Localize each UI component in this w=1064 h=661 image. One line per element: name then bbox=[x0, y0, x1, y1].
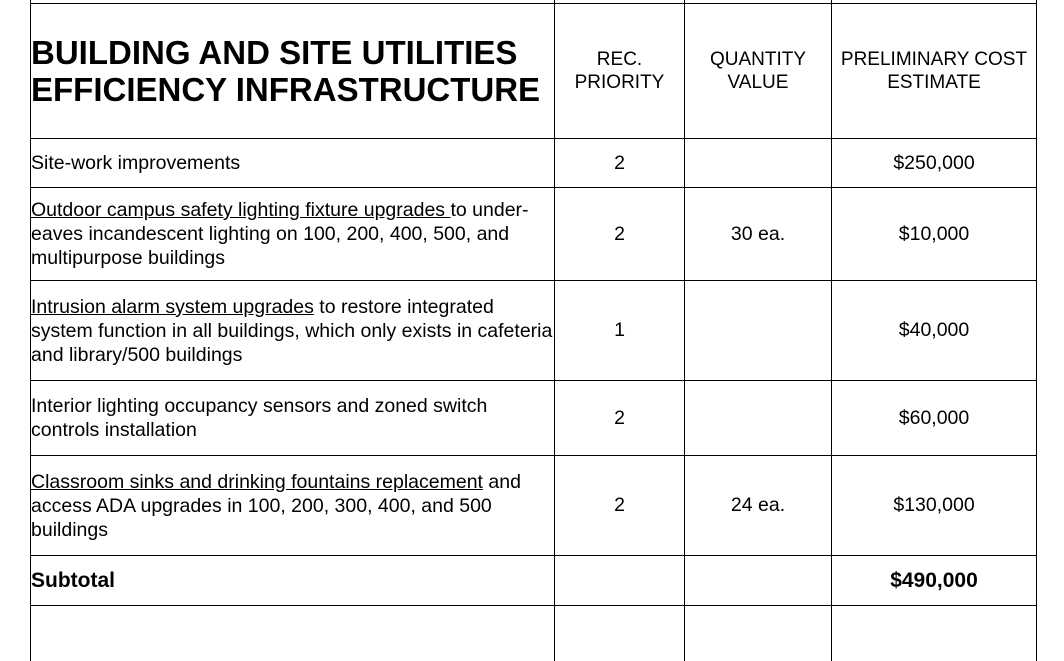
table-row bbox=[31, 188, 1037, 281]
table-row bbox=[31, 281, 1037, 381]
item-text: and access ADA upgrades in 100, 200, 300, 400, and 500 buildings bbox=[31, 470, 521, 541]
item-text: to under-eaves incandescent lighting on 100, 200, 400, 500, and multipurpose buildings bbox=[31, 199, 529, 269]
item-quantity: 24 ea. bbox=[685, 456, 832, 556]
subtotal-cost: $490,000 bbox=[832, 556, 1037, 606]
item-priority: 2 bbox=[555, 188, 685, 281]
item-quantity bbox=[685, 381, 832, 456]
item-cost: $40,000 bbox=[832, 281, 1037, 381]
item-link[interactable]: Outdoor campus safety lighting fixture upgrades bbox=[31, 199, 451, 221]
column-header-priority: REC. PRIORITY bbox=[555, 4, 685, 139]
empty-row bbox=[31, 606, 1037, 661]
item-link[interactable]: Classroom sinks and drinking fountains replacement bbox=[31, 470, 483, 493]
item-priority: 2 bbox=[555, 139, 685, 188]
item-cost: $130,000 bbox=[832, 456, 1037, 556]
table-row bbox=[31, 381, 1037, 456]
item-description bbox=[31, 456, 555, 556]
subtotal-priority bbox=[555, 556, 685, 606]
item-text: Site-work improvements bbox=[31, 152, 241, 174]
item-priority: 2 bbox=[555, 381, 685, 456]
subtotal-label: Subtotal bbox=[31, 556, 555, 606]
item-cost: $60,000 bbox=[832, 381, 1037, 456]
item-link[interactable]: Intrusion alarm system upgrades bbox=[31, 295, 314, 318]
column-header-quantity: QUANTITY VALUE bbox=[685, 4, 832, 139]
header-row bbox=[31, 4, 1037, 139]
item-quantity bbox=[685, 139, 832, 188]
item-description bbox=[31, 281, 555, 381]
item-description bbox=[31, 381, 555, 456]
item-quantity: 30 ea. bbox=[685, 188, 832, 281]
table-row bbox=[31, 139, 1037, 188]
item-text: Interior lighting occupancy sensors and zoned switch controls installation bbox=[31, 395, 488, 441]
item-priority: 1 bbox=[555, 281, 685, 381]
item-description bbox=[31, 188, 555, 281]
item-description bbox=[31, 139, 555, 188]
table-row bbox=[31, 456, 1037, 556]
column-header-cost: PRELIMINARY COST ESTIMATE bbox=[832, 4, 1037, 139]
item-cost: $250,000 bbox=[832, 139, 1037, 188]
section-title: BUILDING AND SITE UTILITIES EFFICIENCY INFRASTRUCTURE bbox=[31, 4, 555, 139]
item-quantity bbox=[685, 281, 832, 381]
subtotal-row bbox=[31, 556, 1037, 606]
item-cost: $10,000 bbox=[832, 188, 1037, 281]
subtotal-quantity bbox=[685, 556, 832, 606]
item-text: to restore integrated system function in all buildings, which only exists in cafeteria and library/500 buildings bbox=[31, 295, 553, 366]
cost-estimate-table bbox=[30, 0, 1037, 661]
item-priority: 2 bbox=[555, 456, 685, 556]
